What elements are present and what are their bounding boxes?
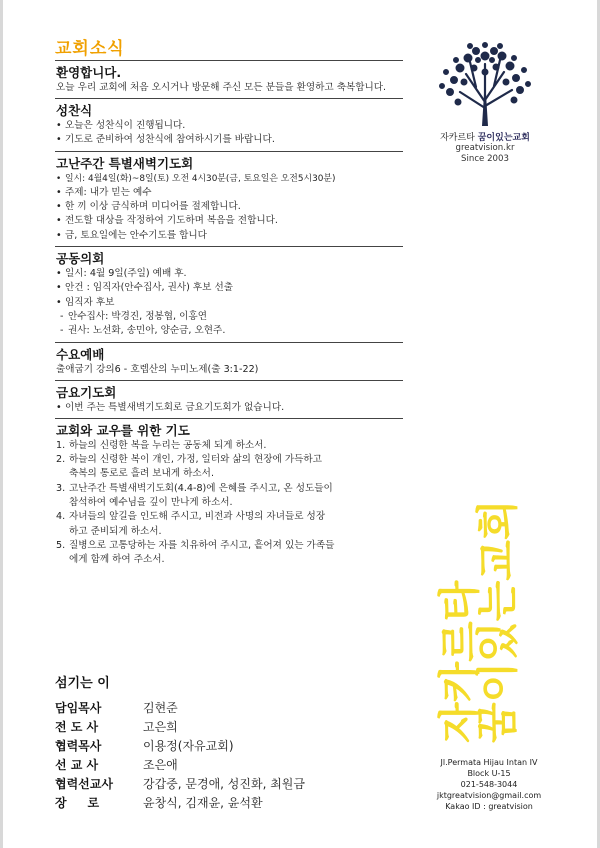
item-number: 1. [56,439,66,451]
staff-names: 김현준 [143,701,178,715]
section-title: 교회와 교우를 위한 기도 [56,422,190,438]
item-number: 4. [56,511,66,523]
staff-names: 조은애 [143,758,178,772]
section-wednesday-service [55,343,403,381]
logo-since: Since 2003 [461,154,509,164]
section-title: 환영합니다. [56,65,122,80]
item-line: 고난주간 특별새벽기도회(4.4-8)에 은혜를 주시고, 온 성도들이 [69,482,333,494]
section-welcome [55,61,403,99]
item-line: 에게 함께 하여 주소서. [69,554,165,566]
logo-church-name [420,130,550,143]
address-line: Jl.Permata Hijau Intan IV [440,758,538,767]
item-line: 축복의 통로로 흘려 보내게 하소서. [69,468,214,480]
list-item [56,482,403,511]
list-item: • 일시: 4월 9일(주일) 예배 후. [56,267,403,281]
logo-website: greatvision.kr [455,143,515,153]
list-item: - 권사: 노선화, 송민아, 양순금, 오현주. [56,324,403,338]
staff-names: 윤창식, 김재윤, 윤석환 [143,796,263,810]
staff-role: 전 도 사 [55,720,99,734]
list-item: • 오늘은 성찬식이 진행됩니다. [56,119,403,133]
item-number: 5. [56,539,66,551]
staff-list [55,672,395,813]
logo-church-emph: 꿈이있는교회 [477,133,530,143]
list-item: • 기도로 준비하여 성찬식에 참여하시기를 바랍니다. [56,133,403,147]
section-prayer [55,419,403,571]
phone-number: 021-548-3044 [460,780,518,789]
staff-names: 이용정(자유교회) [143,739,234,753]
bulletin-title: 교회소식 [55,39,125,59]
list-item: • 임직자 후보 [56,296,403,310]
staff-row [55,737,395,756]
bullet-list [56,172,403,243]
section-title: 고난주간 특별새벽기도회 [56,155,194,171]
section-text: 출애굽기 강의6 - 호렙산의 누미노제(출 3:1-22) [56,363,259,375]
bullet-list [56,401,403,415]
staff-names: 강갑중, 문경애, 성진화, 최원금 [143,777,305,791]
list-item: • 주제: 내가 믿는 예수 [56,186,403,200]
bullet-list [56,119,403,148]
staff-row [55,699,395,718]
list-item: • 한 끼 이상 금식하며 미디어를 절제합니다. [56,200,403,214]
numbered-list [56,439,403,568]
item-number: 2. [56,454,66,466]
section-communion [55,99,403,152]
section-title: 성찬식 [56,103,93,118]
list-item [56,539,403,568]
list-item: • 일시: 4월4일(화)~8일(토) 오전 4시30분(금, 토요일은 오전5시30분) [56,172,403,186]
item-line: 자녀들의 앞길을 인도해 주시고, 비전과 사명의 자녀들로 성장 [69,511,326,523]
list-item: • 이번 주는 특별새벽기도회로 금요기도회가 없습니다. [56,401,403,415]
item-line: 질병으로 고통당하는 자를 치유하여 주시고, 흩어져 있는 가족들 [69,539,335,551]
staff-role: 협력선교사 [55,777,113,791]
item-line: 하늘의 신령한 복을 누리는 공동체 되게 하소서. [69,439,267,451]
contact-info [420,757,558,812]
list-item [56,510,403,539]
list-item: • 안건 : 임직자(안수집사, 권사) 후보 선출 [56,281,403,295]
vertical-name-line1: 자카르타 [435,580,484,743]
item-line: 참석하여 예수님을 깊이 만나게 하소서. [69,497,233,509]
list-item: • 전도할 대상을 작정하여 기도하며 복음을 전합니다. [56,214,403,228]
staff-row [55,775,395,794]
staff-row [55,794,395,813]
section-passion-week [55,152,403,247]
list-item [56,439,403,453]
list-item [56,453,403,482]
section-joint-meeting [55,247,403,342]
email-address: jktgreatvision@gmail.com [436,791,542,800]
section-text: 오늘 우리 교회에 처음 오시거나 방문해 주신 모든 분들을 환영하고 축복합니다. [56,82,387,93]
vertical-church-name [416,425,522,755]
bullet-list [56,267,403,310]
list-item: • 금, 토요일에는 안수기도를 합니다 [56,229,403,243]
dash-list [56,310,403,339]
church-logo [420,42,550,165]
item-line: 하늘의 신령한 복이 개인, 가정, 일터와 삶의 현장에 가득하고 [69,454,322,466]
staff-role: 협력목사 [55,739,102,753]
item-line: 하고 준비되게 하소서. [69,525,162,537]
staff-title: 섬기는 이 [55,676,110,691]
section-title: 수요예배 [56,346,105,362]
section-friday-prayer [55,381,403,419]
staff-role: 장 로 [55,796,100,810]
staff-role: 선 교 사 [55,758,99,772]
section-title: 금요기도회 [56,384,117,400]
item-number: 3. [56,482,66,494]
news-column [55,34,403,571]
kakao-id: Kakao ID : greatvision [445,802,533,811]
vertical-name-line2: 꿈이있는교회 [473,499,522,743]
staff-row [55,718,395,737]
section-title: 공동의회 [56,251,105,267]
staff-names: 고은희 [143,720,178,734]
staff-role: 담임목사 [55,701,102,715]
list-item: - 안수집사: 박경진, 정봉협, 이홍연 [56,310,403,324]
staff-row [55,756,395,775]
tree-icon [430,42,540,127]
address-line: Block U-15 [467,769,511,778]
logo-church-prefix: 자카르타 [440,133,475,143]
